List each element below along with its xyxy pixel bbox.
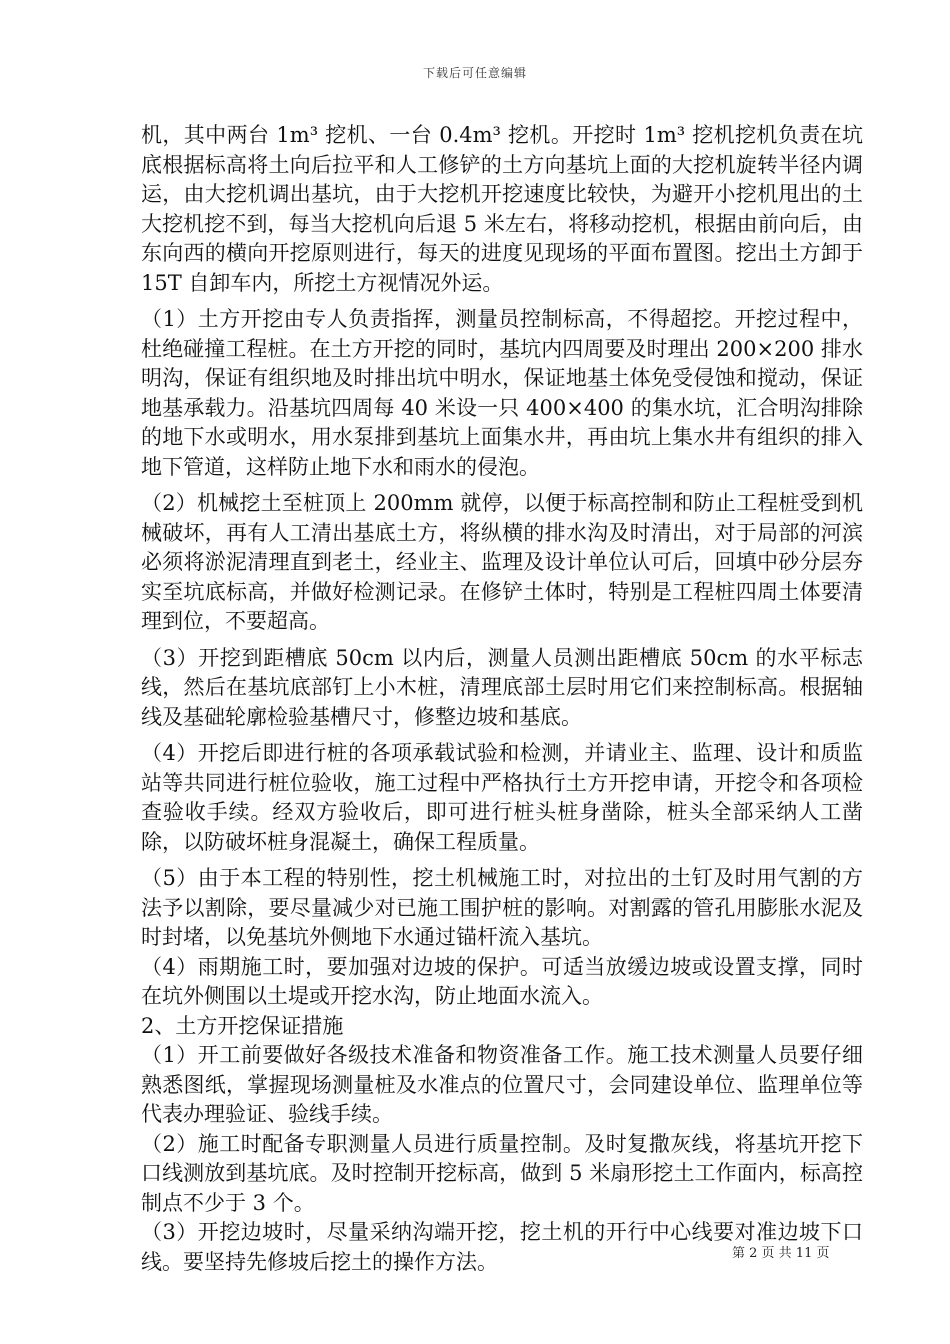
paragraph-item-2: （2）机械挖土至桩顶上 200mm 就停，以便于标高控制和防止工程桩受到机械破坏，再有人工清出基底土方，将纵横的排水沟及时清出，对于局部的河滨必须将淤泥清理直到老土，经业主、监理及设计单位认可后，回填中砂分层夯实至坑底标高，并做好检测记录。在修铲土体时，特别是工程桩四周土体要清理到位，不要超高。 [141,491,863,633]
section-heading-guarantee-measures: 2、土方开挖保证措施 [141,1013,344,1038]
paragraph-measure-2: （2）施工时配备专职测量人员进行质量控制。及时复撒灰线，将基坑开挖下口线测放到基坑底。及时控制开挖标高，做到 5 米扇形挖土工作面内，标高控制点不少于 3 个。 [141,1131,863,1215]
page-number: 第 2 页 共 11 页 [732,1246,830,1261]
paragraph-item-5: （5）由于本工程的特别性，挖土机械施工时，对拉出的土钉及时用气割的方法予以割除，要尽量减少对已施工围护桩的影响。对割露的管孔用膨胀水泥及时封堵，以免基坑外侧地下水通过锚杆流入基坑。 [141,866,863,949]
paragraph-rainy-season: （4）雨期施工时，要加强对边坡的保护。可适当放缓边坡或设置支撑，同时在坑外侧围以土堤或开挖水沟，防止地面水流入。 [141,954,863,1008]
paragraph-item-1: （1）土方开挖由专人负责指挥，测量员控制标高，不得超挖。开挖过程中，杜绝碰撞工程桩。在土方开挖的同时，基坑内四周要及时理出 200×200 排水明沟，保证有组织地及时排出坑中明水，保证地基土体免受侵蚀和搅动，保证地基承载力。沿基坑四周每 40 米设一只 400×400 的集水坑，汇合明沟排除的地下水或明水，用水泵排到基坑上面集水井，再由坑上集水井有组织的排入地下管道，这样防止地下水和雨水的侵泡。 [141,307,863,479]
paragraph-measure-3: （3）开挖边坡时，尽量采纳沟端开挖，挖土机的开行中心线要对准边坡下口线。要坚持先修坡后挖土的操作方法。 [141,1220,863,1274]
paragraph-item-4: （4）开挖后即进行桩的各项承载试验和检测，并请业主、监理、设计和质监站等共同进行桩位验收，施工过程中严格执行土方开挖申请，开挖令和各项检查验收手续。经双方验收后，即可进行桩头桩身凿除，桩头全部采纳人工凿除，以防破坏桩身混凝土，确保工程质量。 [141,741,863,854]
paragraph-excavation-method: 机，其中两台 1m³ 挖机、一台 0.4m³ 挖机。开挖时 1m³ 挖机挖机负责在坑底根据标高将土向后拉平和人工修铲的土方向基坑上面的大挖机旋转半径内调运，由大挖机调出基坑，由于大挖机开挖速度比较快，为避开小挖机甩出的土大挖机挖不到，每当大挖机向后退 5 米左右，将移动挖机，根据由前向后，由东向西的横向开挖原则进行，每天的进度见现场的平面布置图。挖出土方卸于 15T 自卸车内，所挖土方视情况外运。 [141,123,863,295]
paragraph-item-3: （3）开挖到距槽底 50cm 以内后，测量人员测出距槽底 50cm 的水平标志线，然后在基坑底部钉上小木桩，清理底部土层时用它们来控制标高。根据轴线及基础轮廓检验基槽尺寸，修整边坡和基底。 [141,645,863,729]
document-body [141,121,863,1277]
page-header: 下载后可任意编辑 [422,66,527,80]
paragraph-measure-1: （1）开工前要做好各级技术准备和物资准备工作。施工技术测量人员要仔细熟悉图纸，掌握现场测量桩及水准点的位置尺寸，会同建设单位、监理单位等代表办理验证、验线手续。 [141,1043,863,1126]
